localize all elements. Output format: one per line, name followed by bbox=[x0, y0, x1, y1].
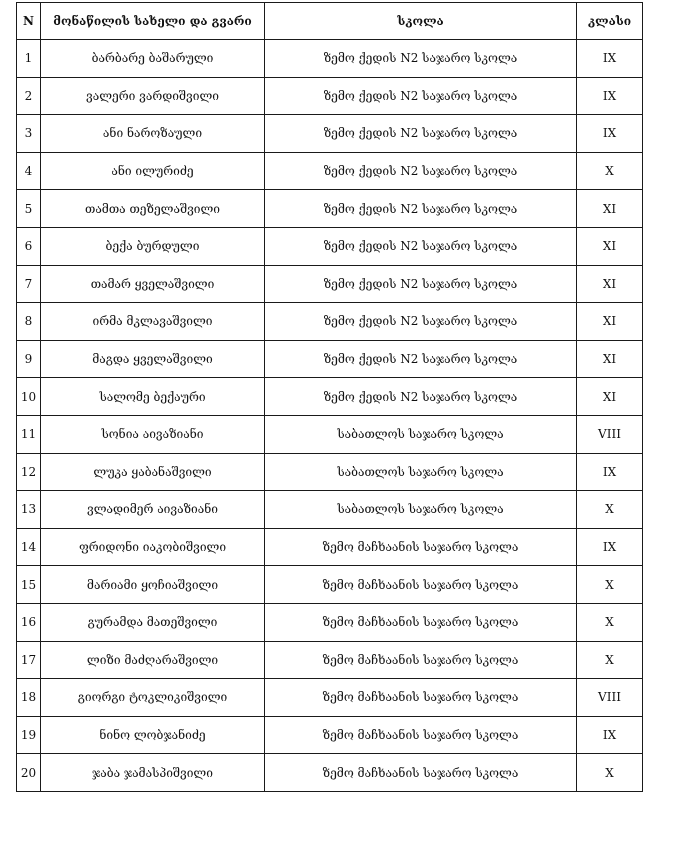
school-cell: ზემო მაჩხაანის საჯარო სკოლა bbox=[265, 679, 577, 717]
school-cell: ზემო ქედის N2 საჯარო სკოლა bbox=[265, 265, 577, 303]
grade-cell: X bbox=[577, 641, 643, 679]
participant-name-cell: გურამდა მათეშვილი bbox=[41, 603, 265, 641]
grade-cell: IX bbox=[577, 453, 643, 491]
school-cell: საბათლოს საჯარო სკოლა bbox=[265, 491, 577, 529]
school-cell: ზემო მაჩხაანის საჯარო სკოლა bbox=[265, 528, 577, 566]
participant-name-cell: ლიზი მაძღარაშვილი bbox=[41, 641, 265, 679]
participant-name-cell: ლუკა ყაბანაშვილი bbox=[41, 453, 265, 491]
table-row bbox=[17, 40, 643, 78]
table-row bbox=[17, 641, 643, 679]
row-number-cell: 11 bbox=[17, 415, 41, 453]
school-cell: ზემო ქედის N2 საჯარო სკოლა bbox=[265, 303, 577, 341]
row-number-cell: 18 bbox=[17, 679, 41, 717]
participant-name-cell: თამარ ყველაშვილი bbox=[41, 265, 265, 303]
grade-cell: X bbox=[577, 566, 643, 604]
table-row bbox=[17, 340, 643, 378]
participant-name-cell: ვალერი ვარდიშვილი bbox=[41, 77, 265, 115]
participant-name-cell: ანი ილურიძე bbox=[41, 152, 265, 190]
row-number-cell: 10 bbox=[17, 378, 41, 416]
grade-cell: IX bbox=[577, 716, 643, 754]
grade-cell: IX bbox=[577, 115, 643, 153]
participant-name-cell: მაგდა ყველაშვილი bbox=[41, 340, 265, 378]
row-number-cell: 15 bbox=[17, 566, 41, 604]
row-number-cell: 17 bbox=[17, 641, 41, 679]
grade-cell: IX bbox=[577, 528, 643, 566]
table-row bbox=[17, 679, 643, 717]
grade-cell: X bbox=[577, 152, 643, 190]
school-cell: ზემო ქედის N2 საჯარო სკოლა bbox=[265, 77, 577, 115]
grade-cell: XI bbox=[577, 265, 643, 303]
row-number-cell: 2 bbox=[17, 77, 41, 115]
grade-cell: XI bbox=[577, 303, 643, 341]
school-cell: საბათლოს საჯარო სკოლა bbox=[265, 415, 577, 453]
participant-name-cell: ფრიდონი იაკობიშვილი bbox=[41, 528, 265, 566]
table-row bbox=[17, 491, 643, 529]
row-number-cell: 9 bbox=[17, 340, 41, 378]
table-row bbox=[17, 77, 643, 115]
grade-cell: XI bbox=[577, 227, 643, 265]
row-number-cell: 8 bbox=[17, 303, 41, 341]
row-number-cell: 4 bbox=[17, 152, 41, 190]
table-row bbox=[17, 227, 643, 265]
participant-name-cell: ბექა ბურდული bbox=[41, 227, 265, 265]
participant-name-cell: ანი ნაროზაული bbox=[41, 115, 265, 153]
row-number-cell: 5 bbox=[17, 190, 41, 228]
header-number: N bbox=[17, 3, 41, 40]
participant-name-cell: მარიამი ყოჩიაშვილი bbox=[41, 566, 265, 604]
row-number-cell: 13 bbox=[17, 491, 41, 529]
table-row bbox=[17, 190, 643, 228]
grade-cell: IX bbox=[577, 77, 643, 115]
table-row bbox=[17, 603, 643, 641]
participant-name-cell: ბარბარე ბაშარული bbox=[41, 40, 265, 78]
school-cell: ზემო ქედის N2 საჯარო სკოლა bbox=[265, 40, 577, 78]
school-cell: ზემო მაჩხაანის საჯარო სკოლა bbox=[265, 603, 577, 641]
row-number-cell: 14 bbox=[17, 528, 41, 566]
row-number-cell: 20 bbox=[17, 754, 41, 792]
header-name: მონაწილის სახელი და გვარი bbox=[41, 3, 265, 40]
grade-cell: IX bbox=[577, 40, 643, 78]
grade-cell: VIII bbox=[577, 679, 643, 717]
row-number-cell: 12 bbox=[17, 453, 41, 491]
participant-name-cell: გიორგი ტოკლიკიშვილი bbox=[41, 679, 265, 717]
table-row bbox=[17, 453, 643, 491]
table-row bbox=[17, 415, 643, 453]
participant-name-cell: ვლადიმერ აივაზიანი bbox=[41, 491, 265, 529]
school-cell: ზემო ქედის N2 საჯარო სკოლა bbox=[265, 378, 577, 416]
row-number-cell: 3 bbox=[17, 115, 41, 153]
table-header bbox=[17, 3, 643, 40]
table-row bbox=[17, 754, 643, 792]
grade-cell: XI bbox=[577, 190, 643, 228]
participant-name-cell: თამთა თეზელაშვილი bbox=[41, 190, 265, 228]
school-cell: ზემო ქედის N2 საჯარო სკოლა bbox=[265, 340, 577, 378]
school-cell: ზემო ქედის N2 საჯარო სკოლა bbox=[265, 227, 577, 265]
table-body bbox=[17, 40, 643, 792]
row-number-cell: 1 bbox=[17, 40, 41, 78]
header-school: სკოლა bbox=[265, 3, 577, 40]
grade-cell: XI bbox=[577, 378, 643, 416]
grade-cell: XI bbox=[577, 340, 643, 378]
row-number-cell: 7 bbox=[17, 265, 41, 303]
grade-cell: X bbox=[577, 491, 643, 529]
header-row bbox=[17, 3, 643, 40]
school-cell: ზემო მაჩხაანის საჯარო სკოლა bbox=[265, 716, 577, 754]
table-row bbox=[17, 378, 643, 416]
table-row bbox=[17, 566, 643, 604]
table-row bbox=[17, 115, 643, 153]
school-cell: ზემო მაჩხაანის საჯარო სკოლა bbox=[265, 641, 577, 679]
table-row bbox=[17, 303, 643, 341]
header-grade: კლასი bbox=[577, 3, 643, 40]
grade-cell: VIII bbox=[577, 415, 643, 453]
school-cell: ზემო მაჩხაანის საჯარო სკოლა bbox=[265, 566, 577, 604]
school-cell: ზემო ქედის N2 საჯარო სკოლა bbox=[265, 152, 577, 190]
table-row bbox=[17, 716, 643, 754]
table-row bbox=[17, 265, 643, 303]
school-cell: ზემო ქედის N2 საჯარო სკოლა bbox=[265, 190, 577, 228]
row-number-cell: 19 bbox=[17, 716, 41, 754]
school-cell: ზემო ქედის N2 საჯარო სკოლა bbox=[265, 115, 577, 153]
school-cell: საბათლოს საჯარო სკოლა bbox=[265, 453, 577, 491]
grade-cell: X bbox=[577, 754, 643, 792]
participants-table bbox=[16, 2, 643, 792]
row-number-cell: 6 bbox=[17, 227, 41, 265]
participant-name-cell: ნინო ლობჯანიძე bbox=[41, 716, 265, 754]
grade-cell: X bbox=[577, 603, 643, 641]
table-row bbox=[17, 528, 643, 566]
participant-name-cell: სონია აივაზიანი bbox=[41, 415, 265, 453]
school-cell: ზემო მაჩხაანის საჯარო სკოლა bbox=[265, 754, 577, 792]
participant-name-cell: სალომე ბექაური bbox=[41, 378, 265, 416]
row-number-cell: 16 bbox=[17, 603, 41, 641]
table-row bbox=[17, 152, 643, 190]
participant-name-cell: ჯაბა ჯამასპიშვილი bbox=[41, 754, 265, 792]
participant-name-cell: ირმა მკლავაშვილი bbox=[41, 303, 265, 341]
